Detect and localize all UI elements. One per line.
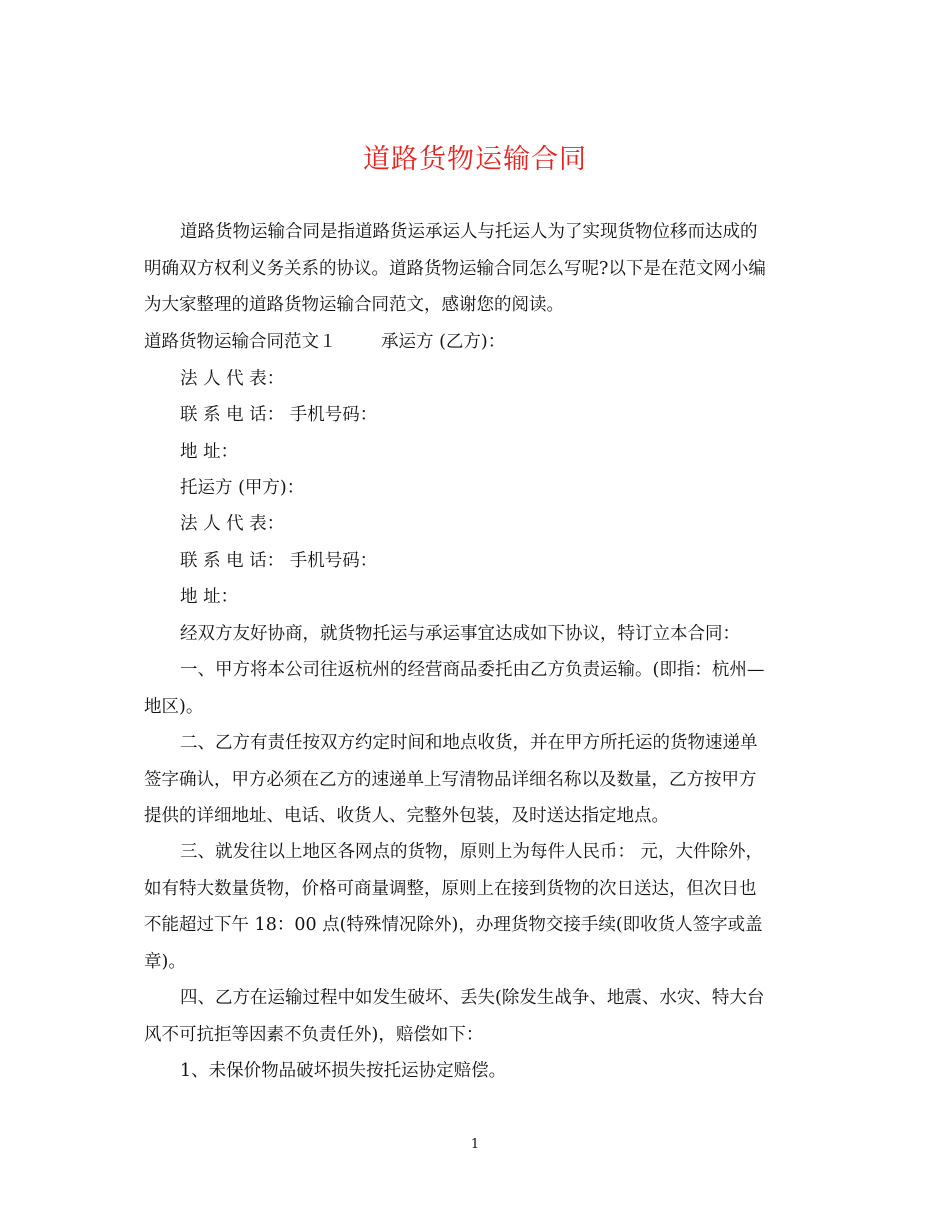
carrier-label: 承运方 (乙方)： bbox=[381, 332, 506, 352]
clause-3-line-4: 章)。 bbox=[144, 952, 186, 972]
clause-3-line-3: 不能超过下午 18：00 点(特殊情况除外)，办理货物交接手续(即收货人签字或盖 bbox=[144, 915, 763, 935]
clause-1-line-2: 地区)。 bbox=[144, 697, 204, 717]
clause-2-line-1: 二、乙方有责任按双方约定时间和地点收货，并在甲方所托运的货物速递单 bbox=[180, 733, 758, 753]
agreement-statement: 经双方友好协商，就货物托运与承运事宜达成如下协议，特订立本合同： bbox=[180, 624, 740, 644]
intro-line-2: 明确双方权利义务关系的协议。道路货物运输合同怎么写呢?以下是在范文网小编 bbox=[144, 259, 766, 279]
clause-2-line-3: 提供的详细地址、电话、收货人、完整外包装，及时送达指定地点。 bbox=[144, 806, 669, 826]
shipper-contact: 联 系 电 话： 手机号码： bbox=[180, 551, 378, 571]
clause-4-line-2: 风不可抗拒等因素不负责任外)，赔偿如下： bbox=[144, 1025, 484, 1045]
shipper-legal-rep: 法 人 代 表： bbox=[180, 514, 285, 534]
carrier-legal-rep: 法 人 代 表： bbox=[180, 369, 285, 389]
clause-1-line-1: 一、甲方将本公司往返杭州的经营商品委托由乙方负责运输。(即指：杭州— bbox=[180, 660, 765, 680]
clause-4-item-1: 1、未保价物品破坏损失按托运协定赔偿。 bbox=[180, 1061, 507, 1081]
page-number: 1 bbox=[470, 1137, 480, 1152]
clause-3-line-2: 如有特大数量货物，价格可商量调整，原则上在接到货物的次日送达，但次日也 bbox=[144, 879, 757, 899]
intro-line-1: 道路货物运输合同是指道路货运承运人与托运人为了实现货物位移而达成的 bbox=[180, 222, 758, 242]
carrier-address: 地 址： bbox=[180, 442, 239, 462]
carrier-contact: 联 系 电 话： 手机号码： bbox=[180, 405, 378, 425]
document-title: 道路货物运输合同 bbox=[363, 144, 587, 175]
sample-heading: 道路货物运输合同范文１ bbox=[144, 332, 337, 352]
clause-4-line-1: 四、乙方在运输过程中如发生破坏、丢失(除发生战争、地震、水灾、特大台 bbox=[180, 988, 765, 1008]
clause-2-line-2: 签字确认，甲方必须在乙方的速递单上写清物品详细名称以及数量，乙方按甲方 bbox=[144, 770, 757, 790]
clause-3-line-1: 三、就发往以上地区各网点的货物，原则上为每件人民币： 元，大件除外， bbox=[180, 842, 764, 862]
intro-line-3: 为大家整理的道路货物运输合同范文，感谢您的阅读。 bbox=[144, 295, 564, 315]
shipper-address: 地 址： bbox=[180, 587, 239, 607]
shipper-label: 托运方 (甲方)： bbox=[180, 478, 305, 498]
